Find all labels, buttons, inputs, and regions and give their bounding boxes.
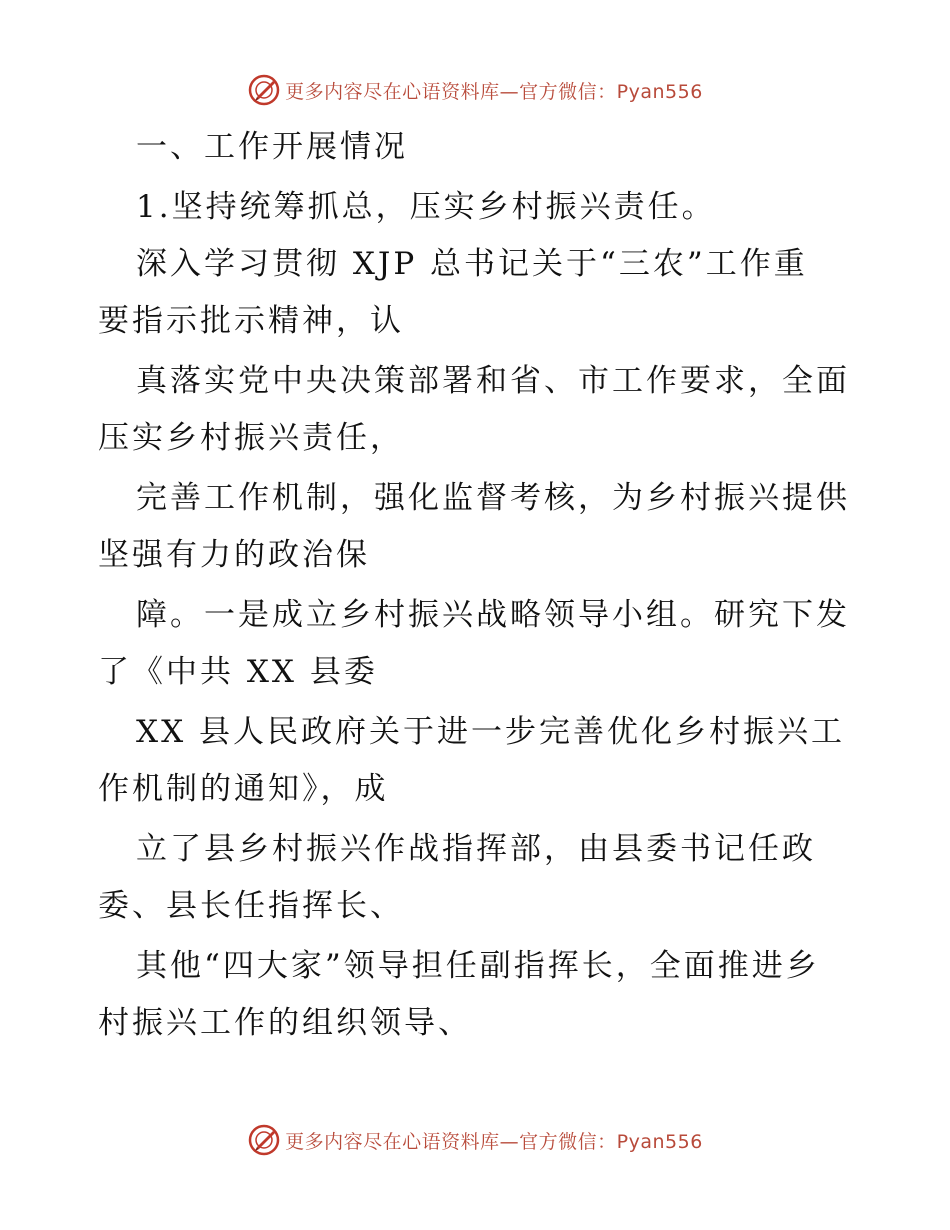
paragraph-line: 完善工作机制，强化监督考核，为乡村振兴提供 — [136, 480, 850, 516]
paragraph-line: 障。一是成立乡村振兴战略领导小组。研究下发 — [136, 597, 850, 633]
footer-watermark-slogan: 更多内容尽在心语资料库— — [285, 1130, 520, 1153]
footer-watermark-wechat: 官方微信：Pyan556 — [519, 1130, 703, 1153]
paragraph-line: 其他“四大家”领导担任副指挥长，全面推进乡 — [136, 948, 820, 984]
paragraph-line: 了《中共 XX 县委 — [98, 654, 378, 690]
header-watermark-text — [285, 77, 703, 104]
header-watermark — [0, 70, 950, 110]
logo-icon — [247, 1123, 281, 1157]
paragraph-line: 真落实党中央决策部署和省、市工作要求，全面 — [136, 363, 850, 399]
paragraph-line: 要指示批示精神，认 — [98, 303, 404, 339]
logo-icon — [247, 73, 281, 107]
paragraph-line: 作机制的通知》，成 — [98, 771, 389, 807]
paragraph-line: 深入学习贯彻 XJP 总书记关于“三农”工作重 — [136, 246, 808, 282]
footer-watermark-text — [285, 1127, 703, 1154]
paragraph-line: 坚强有力的政治保 — [98, 537, 370, 573]
section-heading: 一、工作开展情况 — [136, 129, 408, 165]
paragraph-line: XX 县人民政府关于进一步完善优化乡村振兴工 — [136, 714, 845, 750]
footer-watermark — [0, 1120, 950, 1160]
subsection-heading: 1.坚持统筹抓总，压实乡村振兴责任。 — [136, 189, 716, 225]
paragraph-line: 村振兴工作的组织领导、 — [98, 1005, 472, 1041]
paragraph-line: 立了县乡村振兴作战指挥部，由县委书记任政 — [136, 831, 816, 867]
paragraph-line: 委、县长任指挥长、 — [98, 888, 404, 924]
paragraph-line: 压实乡村振兴责任， — [98, 420, 404, 456]
header-watermark-wechat: 官方微信：Pyan556 — [519, 80, 703, 103]
header-watermark-slogan: 更多内容尽在心语资料库— — [285, 80, 520, 103]
